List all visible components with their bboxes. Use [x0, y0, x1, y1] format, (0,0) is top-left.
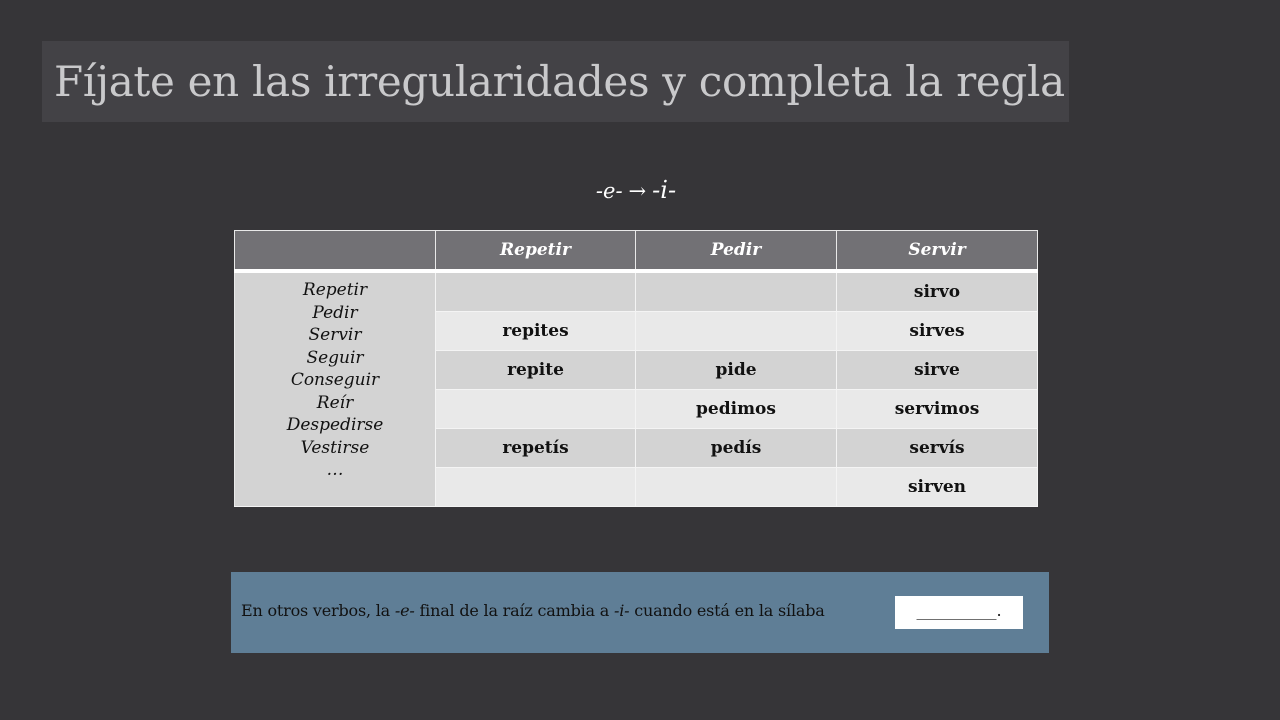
- table-cell: sirvo: [837, 271, 1038, 312]
- sentence-emphasis: -i-: [613, 601, 630, 620]
- table-row: [235, 271, 1038, 312]
- verb-list-item: Servir: [308, 325, 362, 345]
- rule-to: -i-: [652, 176, 677, 204]
- sentence-part: final de la raíz cambia a: [414, 601, 614, 620]
- table-cell: sirven: [837, 468, 1038, 507]
- header-cell-repetir: Repetir: [436, 231, 636, 272]
- table-cell: repetís: [436, 429, 636, 468]
- conjugation-table: [234, 230, 1038, 507]
- table-cell: repites: [436, 312, 636, 351]
- table-cell: sirves: [837, 312, 1038, 351]
- table-cell: pide: [636, 351, 837, 390]
- header-cell-empty: [235, 231, 436, 272]
- table-cell: [436, 271, 636, 312]
- verb-list-item: Vestirse: [300, 437, 370, 458]
- title-box: [42, 41, 1069, 122]
- verb-list-item: Despedirse: [286, 415, 384, 435]
- table-cell: [636, 312, 837, 351]
- rule-completion-box: [231, 572, 1049, 653]
- table-cell: servís: [837, 429, 1038, 468]
- rule-heading: [0, 172, 1272, 209]
- rule-sentence: [241, 601, 825, 620]
- verb-list-item: Conseguir: [290, 370, 380, 390]
- table-cell: [436, 468, 636, 507]
- table-cell: pedimos: [636, 390, 837, 429]
- header-cell-servir: Servir: [837, 231, 1038, 272]
- header-cell-pedir: Pedir: [636, 231, 837, 272]
- verb-list-item: …: [326, 460, 344, 480]
- sentence-emphasis: -e-: [394, 601, 415, 620]
- table-cell: [636, 271, 837, 312]
- verb-list-item: Repetir: [302, 280, 368, 300]
- answer-blank-field[interactable]: __________.: [895, 596, 1023, 629]
- table-cell: pedís: [636, 429, 837, 468]
- table-cell: [436, 390, 636, 429]
- table-cell: [636, 468, 837, 507]
- sentence-part: En otros verbos, la: [241, 601, 395, 620]
- sentence-part: cuando está en la sílaba: [629, 601, 825, 620]
- table-cell: repite: [436, 351, 636, 390]
- verb-list-item: Pedir: [312, 302, 358, 323]
- table-cell: sirve: [837, 351, 1038, 390]
- table-header-row: [235, 231, 1038, 272]
- verb-list-item: Seguir: [306, 347, 364, 368]
- page-title: Fíjate en las irregularidades y completa la regla: [54, 57, 1065, 106]
- verb-list-item: Reír: [316, 392, 354, 413]
- rule-from: -e-: [595, 179, 623, 203]
- verb-list-cell: [235, 271, 436, 507]
- arrow-icon: →: [628, 179, 647, 203]
- table-cell: servimos: [837, 390, 1038, 429]
